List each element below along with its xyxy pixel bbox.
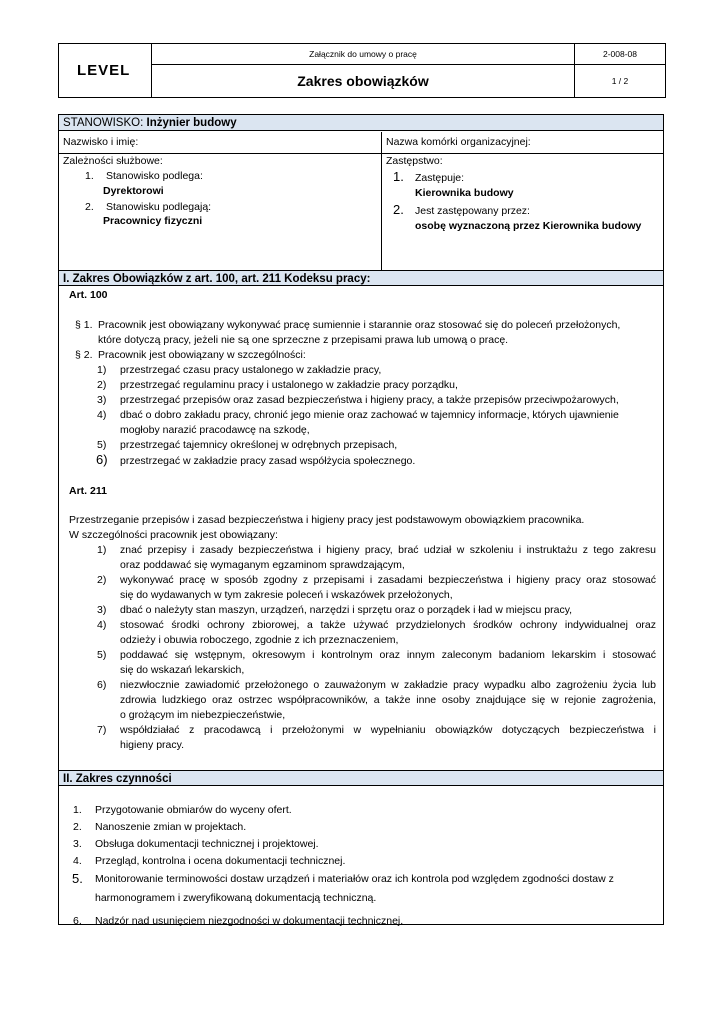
sub2-label: Jest zastępowany przez: [415, 205, 530, 217]
art211-item-text: znać przepisy i zasady bezpieczeństwa i higieny pracy, brać udział w szkoleniu i instruktażu z tego zakresu [120, 544, 656, 556]
art211-item-number: 6) [97, 679, 107, 691]
par1-line1: Pracownik jest obowiązany wykonywać pracę sumiennie i starannie oraz stosować się do poleceń przełożonych, [98, 319, 621, 331]
par1-line2: które dotyczą pracy, jeżeli nie są one sprzeczne z przepisami prawa lub umową o pracę. [98, 334, 509, 346]
art100-item-number: 5) [97, 439, 107, 451]
sub1-number: 1. [393, 169, 404, 184]
document-subtitle: Załącznik do umowy o pracę [152, 44, 575, 65]
document-title: Zakres obowiązków [152, 65, 575, 97]
sub2-value: osobę wyznaczoną przez Kierownika budowy [415, 220, 642, 232]
activity-item-text: Przygotowanie obmiarów do wyceny ofert. [95, 804, 292, 816]
art211-item-text: stosować środki ochrony zbiorowej, a także używać przydzielonych środków ochrony indywidualnej oraz [120, 619, 656, 631]
art211-item-number: 4) [97, 619, 107, 631]
activity-item-number: 1. [73, 804, 82, 816]
art211-item-text: współdziałać z pracodawcą i przełożonymi w wypełnianiu obowiązków dotyczących bezpieczeństwa i [120, 724, 656, 736]
activity-item-number: 6. [73, 915, 82, 927]
section2-title: II. Zakres czynności [63, 773, 172, 785]
art211-item-number: 3) [97, 604, 107, 616]
art211-item-text: dbać o należyty stan maszyn, urządzeń, narzędzi i sprzętu oraz o porządek i ład w miejscu pracy, [120, 604, 573, 616]
art100-item-text: przestrzegać przepisów oraz zasad bezpieczeństwa i higieny pracy, a także przepisów przeciwpożarowych, [120, 394, 619, 406]
column-divider [381, 132, 382, 270]
art211-item-text: się do wskazań lekarskich, [120, 664, 245, 676]
logo-cell [59, 44, 152, 97]
par1-number: § 1. [75, 319, 93, 331]
page-number: 1 / 2 [611, 76, 629, 86]
art100-item-number: 2) [97, 379, 107, 391]
art100-heading: Art. 100 [69, 289, 108, 301]
name-label: Nazwisko i imię: [63, 136, 139, 148]
art211-item-text: oraz poddawać się wymaganym egzaminom sprawdzającym, [120, 559, 405, 571]
position-label: STANOWISKO: [63, 117, 144, 129]
section1-title: I. Zakres Obowiązków z art. 100, art. 211 Kodeksu pracy: [63, 273, 371, 285]
activity-item-number: 2. [73, 821, 82, 833]
par2-text: Pracownik jest obowiązany w szczególności: [98, 349, 306, 361]
art211-intro-line2: W szczególności pracownik jest obowiązany: [69, 529, 278, 541]
dep1-number: 1. [85, 170, 94, 182]
art211-intro-line1: Przestrzeganie przepisów i zasad bezpieczeństwa i higieny pracy jest podstawowym obowiązkiem pracownika. [69, 514, 585, 526]
art211-item-number: 7) [97, 724, 107, 736]
art211-item-text: się do wydawanych w tym zakresie poleceń i wskazówek przełożonych, [120, 589, 453, 601]
position-bar [59, 115, 663, 131]
art211-item-text: wykonywać pracę w sposób zgodny z przepisami i zasadami bezpieczeństwa i higieny pracy oraz stosować [120, 574, 656, 586]
art100-item-number: 3) [97, 394, 107, 406]
dep2-value: Pracownicy fizyczni [103, 215, 203, 227]
sub1-value: Kierownika budowy [415, 187, 514, 199]
duties-table [58, 114, 664, 925]
document-code: 2-008-08 [575, 44, 665, 65]
art100-item-text: przestrzegać czasu pracy ustalonego w zakładzie pracy, [120, 364, 382, 376]
art211-item-number: 2) [97, 574, 107, 586]
art211-item-text: odzieży i obuwia roboczego, zgodnie z ich przeznaczeniem, [120, 634, 399, 646]
activity-item-number: 4. [73, 855, 82, 867]
activity-item-text-cont: harmonogramem i zweryfikowaną dokumentacją techniczną. [95, 892, 377, 904]
art211-item-text: zdrowia ludzkiego oraz ostrzec współpracowników, a także inne osoby znajdujące się w rejonie zagrożenia, [120, 694, 656, 706]
art100-item-number: 6) [96, 452, 108, 467]
par2-number: § 2. [75, 349, 93, 361]
document-header [58, 43, 666, 98]
art211-item-number: 1) [97, 544, 107, 556]
dep2-label: Stanowisku podlegają: [106, 201, 212, 213]
art100-item-number: 1) [97, 364, 107, 376]
company-logo: LEVEL [77, 62, 131, 79]
art100-item-text: przestrzegać regulaminu pracy i ustalonego w zakładzie pracy porządku, [120, 379, 458, 391]
dep1-label: Stanowisko podlega: [106, 170, 203, 182]
art100-item-text: przestrzegać tajemnicy określonej w odrębnych przepisach, [120, 439, 398, 451]
unit-label: Nazwa komórki organizacyjnej: [386, 136, 531, 148]
art100-item-text: dbać o dobro zakładu pracy, chronić jego mienie oraz zachować w tajemnicy informacje, których ujawnienie [120, 409, 619, 421]
sub1-label: Zastępuje: [415, 172, 465, 184]
activity-item-text: Przegląd, kontrolna i ocena dokumentacji technicznej. [95, 855, 346, 867]
section1-bar [59, 270, 663, 286]
section2-bar [59, 770, 663, 786]
art211-heading: Art. 211 [69, 485, 107, 497]
activity-item-text: Obsługa dokumentacji technicznej i projektowej. [95, 838, 319, 850]
position-value: Inżynier budowy [146, 117, 237, 129]
art100-item-text-cont: mogłoby narazić pracodawcę na szkodę, [120, 424, 310, 436]
art211-item-text: o grożącym im niebezpieczeństwie, [120, 709, 286, 721]
dependencies-label: Zależności służbowe: [63, 155, 163, 167]
activity-item-number: 5. [72, 871, 83, 886]
art100-item-number: 4) [97, 409, 107, 421]
activity-item-text: Nadzór nad usunięciem niezgodności w dokumentacji technicznej. [95, 915, 404, 927]
art211-item-number: 5) [97, 649, 107, 661]
dep1-value: Dyrektorowi [103, 185, 164, 197]
substitution-label: Zastępstwo: [386, 155, 443, 167]
dep2-number: 2. [85, 201, 94, 213]
sub2-number: 2. [393, 202, 404, 217]
art211-item-text: higieny pracy. [120, 739, 185, 751]
activity-item-number: 3. [73, 838, 82, 850]
activity-item-text: Nanoszenie zmian w projektach. [95, 821, 247, 833]
art211-item-text: niezwłocznie zawiadomić przełożonego o zauważonym w zakładzie pracy wypadku albo zagrożeniu życia lub [120, 679, 656, 691]
art100-item-text: przestrzegać w zakładzie pracy zasad współżycia społecznego. [120, 455, 416, 467]
art211-item-text: poddawać się wstępnym, okresowym i kontrolnym oraz innym zaleconym badaniom lekarskim i stosować [120, 649, 656, 661]
activity-item-text: Monitorowanie terminowości dostaw urządzeń i materiałów oraz ich kontrola pod względem zgodności dostaw z [95, 873, 614, 885]
